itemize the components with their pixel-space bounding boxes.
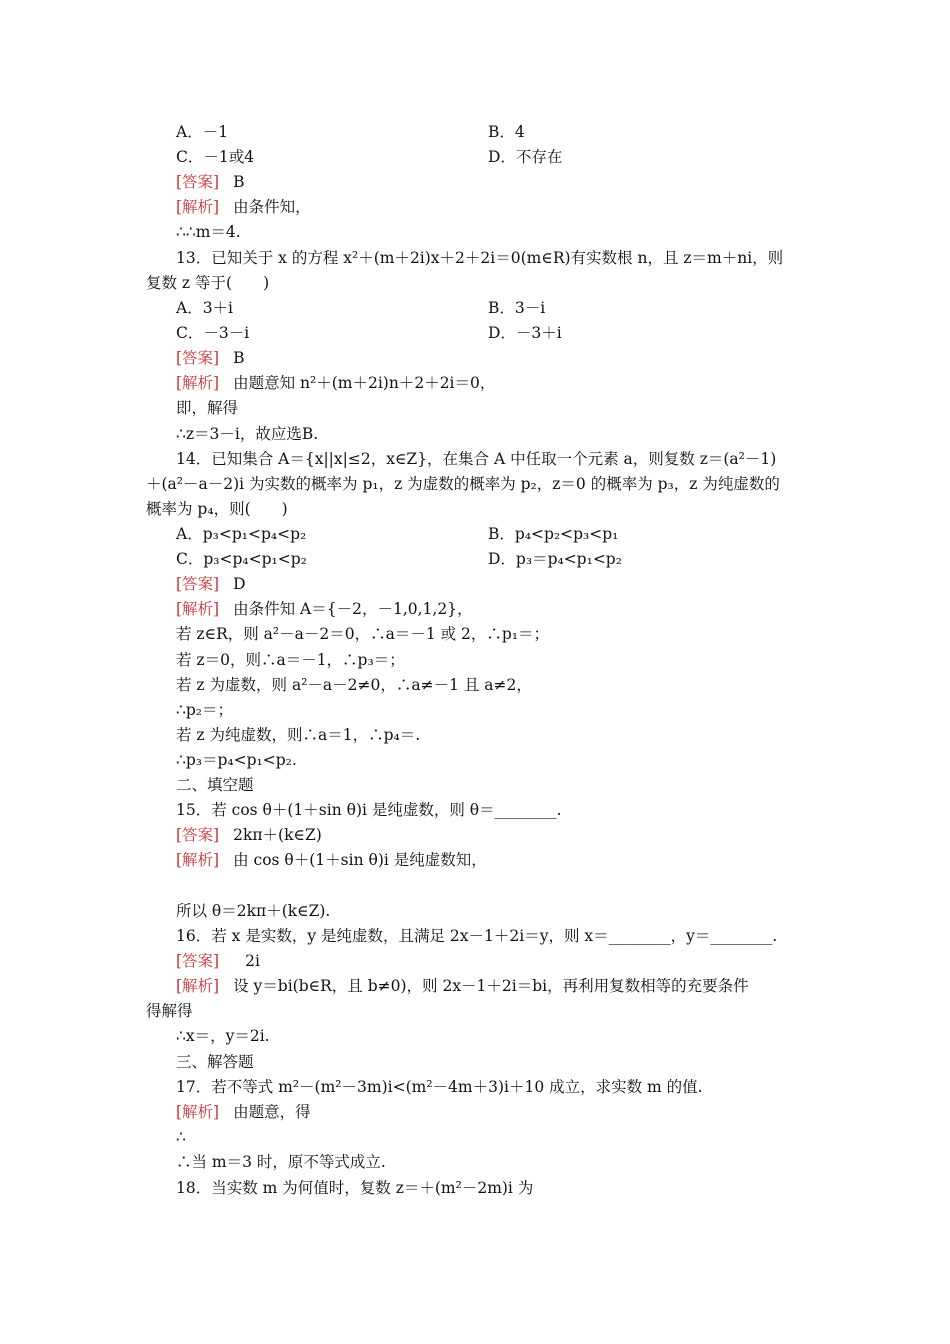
analysis-text: 由条件知， bbox=[233, 198, 311, 216]
analysis-line bbox=[176, 371, 810, 396]
analysis-tag: [解析] bbox=[176, 600, 220, 618]
analysis-line: ∴∴m＝4. bbox=[176, 223, 241, 241]
answer-line bbox=[176, 949, 810, 974]
analysis-text: 设 y＝bi(b∈R，且 b≠0)，则 2x－1＋2i＝bi，再利用复数相等的充要条件 bbox=[233, 977, 749, 995]
analysis-line bbox=[176, 1100, 810, 1125]
options-row bbox=[176, 547, 810, 572]
answer-tag: [答案] bbox=[176, 173, 220, 191]
option-b: B．4 bbox=[488, 123, 525, 141]
answer-tag: [答案] bbox=[176, 826, 220, 844]
answer-value: B bbox=[233, 349, 245, 367]
option-c: C．－1或4 bbox=[176, 148, 255, 166]
analysis-line: ∴当 m＝3 时，原不等式成立. bbox=[176, 1153, 386, 1171]
analysis-line: ∴p₃＝p₄<p₁<p₂. bbox=[176, 751, 297, 769]
answer-tag: [答案] bbox=[176, 575, 220, 593]
analysis-line: ∴p₂＝； bbox=[176, 701, 233, 719]
question-stem: 13．已知关于 x 的方程 x²＋(m＋2i)x＋2＋2i＝0(m∈R)有实数根 n，且 z＝m＋ni，则 bbox=[176, 249, 784, 267]
options-row bbox=[176, 321, 810, 346]
analysis-line: 即，解得 bbox=[176, 399, 239, 417]
answer-value: 2i bbox=[245, 952, 260, 970]
analysis-line: 若 z 为虚数，则 a²－a－2≠0，∴a≠－1 且 a≠2， bbox=[176, 676, 532, 694]
analysis-line bbox=[176, 195, 810, 220]
options-row bbox=[176, 522, 810, 547]
option-c: C．p₃<p₄<p₁<p₂ bbox=[176, 550, 307, 568]
question-stem: 16．若 x 是实数，y 是纯虚数，且满足 2x－1＋2i＝y，则 x＝________，y＝________. bbox=[176, 927, 778, 945]
answer-tag: [答案] bbox=[176, 952, 220, 970]
section-heading: 二、填空题 bbox=[176, 776, 254, 794]
analysis-tag: [解析] bbox=[176, 977, 220, 995]
analysis-tag: [解析] bbox=[176, 374, 220, 392]
answer-value: D bbox=[233, 575, 246, 593]
analysis-tag: [解析] bbox=[176, 851, 220, 869]
question-stem: 15．若 cos θ＋(1＋sin θ)i 是纯虚数，则 θ＝________. bbox=[176, 801, 562, 819]
analysis-text: 由题意知 n²＋(m＋2i)n＋2＋2i＝0， bbox=[233, 374, 496, 392]
question-stem: 17．若不等式 m²－(m²－3m)i<(m²－4m＋3)i＋10 成立，求实数 m 的值. bbox=[176, 1078, 703, 1096]
analysis-text: 由 cos θ＋(1＋sin θ)i 是纯虚数知， bbox=[233, 851, 487, 869]
option-d: D．p₃＝p₄<p₁<p₂ bbox=[488, 550, 622, 568]
analysis-tag: [解析] bbox=[176, 198, 220, 216]
analysis-line bbox=[176, 848, 810, 873]
analysis-line: 若 z∈R，则 a²－a－2＝0，∴a＝－1 或 2，∴p₁＝； bbox=[176, 625, 550, 643]
option-a: A．3＋i bbox=[176, 299, 234, 317]
option-d: D．不存在 bbox=[488, 148, 563, 166]
analysis-line: 所以 θ＝2kπ＋(k∈Z). bbox=[176, 902, 331, 920]
answer-line bbox=[176, 346, 810, 371]
option-d: D．－3＋i bbox=[488, 324, 562, 342]
question-stem: ＋(a²－a－2)i 为实数的概率为 p₁，z 为虚数的概率为 p₂，z＝0 的概率为 p₃，z 为纯虚数的 bbox=[146, 475, 780, 493]
options-row bbox=[176, 120, 810, 145]
question-stem: 概率为 p₄，则( ) bbox=[146, 500, 288, 518]
analysis-line bbox=[176, 974, 810, 999]
analysis-line: ∴z＝3－i，故应选B. bbox=[176, 425, 319, 443]
answer-line bbox=[176, 823, 810, 848]
answer-value: 2kπ＋(k∈Z) bbox=[233, 826, 322, 844]
analysis-line bbox=[176, 597, 810, 622]
option-a: A．－1 bbox=[176, 123, 229, 141]
analysis-line: ∴x＝，y＝2i. bbox=[176, 1027, 270, 1045]
analysis-line: 若 z＝0，则∴a＝－1，∴p₃＝； bbox=[176, 651, 405, 669]
question-stem: 复数 z 等于( ) bbox=[146, 274, 270, 292]
analysis-text: 由题意，得 bbox=[233, 1103, 311, 1121]
question-stem: 18．当实数 m 为何值时，复数 z＝＋(m²－2m)i 为 bbox=[176, 1179, 534, 1197]
options-row bbox=[176, 145, 810, 170]
analysis-tag: [解析] bbox=[176, 1103, 220, 1121]
analysis-text: 由条件知 A＝{－2，－1,0,1,2}， bbox=[233, 600, 473, 618]
options-row bbox=[176, 296, 810, 321]
analysis-line: 得解得 bbox=[146, 1002, 193, 1020]
answer-tag: [答案] bbox=[176, 349, 220, 367]
analysis-line: 若 z 为纯虚数，则∴a＝1，∴p₄＝. bbox=[176, 726, 421, 744]
answer-line bbox=[176, 170, 810, 195]
question-stem: 14．已知集合 A＝{x||x|≤2，x∈Z}，在集合 A 中任取一个元素 a，则复数 z＝(a²－1) bbox=[176, 450, 777, 468]
option-b: B．3－i bbox=[488, 299, 546, 317]
answer-line bbox=[176, 572, 810, 597]
section-heading: 三、解答题 bbox=[176, 1053, 254, 1071]
analysis-line: ∴ bbox=[176, 1128, 186, 1146]
option-c: C．－3－i bbox=[176, 324, 250, 342]
option-a: A．p₃<p₁<p₄<p₂ bbox=[176, 525, 307, 543]
option-b: B．p₄<p₂<p₃<p₁ bbox=[488, 525, 619, 543]
answer-value: B bbox=[233, 173, 245, 191]
